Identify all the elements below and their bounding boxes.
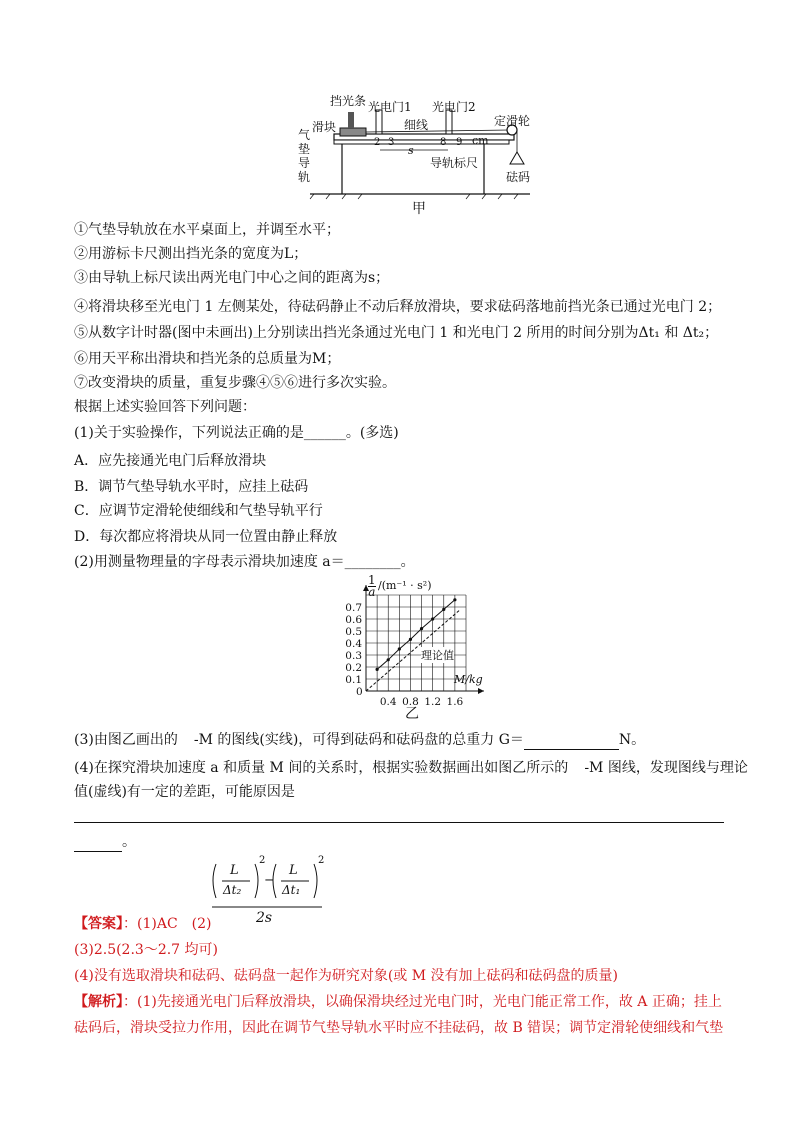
data-point [442,608,445,611]
origin-label: 0 [356,686,363,698]
question-1: (1)关于实验操作，下列说法正确的是______。(多选) [74,425,399,441]
question-4-line3 [74,832,136,852]
y-tick-label: 0.5 [345,626,362,638]
question-2: (2)用测量物理量的字母表示滑块加速度 a＝________。 [74,554,415,570]
x-tick-label: 0.8 [402,696,419,708]
chart-svg [330,575,500,723]
label-unit: cm [472,134,489,147]
formula-L2: L [230,863,239,878]
figure-jia [290,90,550,215]
step-1: ①气垫导轨放在水平桌面上，并调至水平； [74,222,340,238]
formula-dt1: Δt₁ [282,883,301,897]
x-tick-label: 1.2 [424,696,442,708]
q3-text-c: N。 [618,732,646,748]
q3-text-b: -M 的图线(实线)，可得到砝码和砝码盘的总重力 G＝ [193,732,524,748]
answer-label: 【答案】 [74,916,123,932]
formula-exp2: 2 [259,855,266,866]
question-4-line2: 值(虚线)有一定的差距，可能原因是 [74,784,295,800]
intro-text: 根据上述实验回答下列问题： [74,399,256,415]
question-4-line1 [74,758,748,778]
data-point [398,647,401,650]
step-3: ③由导轨上标尺读出两光电门中心之间的距离为s； [74,270,390,286]
ylabel-fraction [368,575,376,598]
x-tick-label: 0.4 [379,696,397,708]
step-7: ⑦改变滑块的质量，重复步骤④⑤⑥进行多次实验。 [74,375,396,391]
question-3 [74,730,645,750]
label-ruler: 导轨标尺 [430,156,479,170]
data-point [387,658,390,661]
label-gate1: 光电门1 [368,100,412,114]
label-shutter: 挡光条 [330,94,367,108]
label-pulley: 定滑轮 [494,114,531,128]
q3-text-a: (3)由图乙画出的 [74,732,178,748]
option-d: D．每次都应将滑块从同一位置由静止释放 [74,529,338,545]
data-point [420,627,423,630]
step-6: ⑥用天平称出滑块和挡光条的总质量为M； [74,351,341,367]
label-string: 细线 [404,118,429,132]
label-gate2: 光电门2 [432,100,476,114]
y-tick-label: 0.6 [345,614,362,626]
formula-minus: − [264,873,275,888]
q4-text-b: -M 图线，发现图线与理论 [584,760,748,776]
ylabel-unit: /(m⁻¹ · s²) [378,579,432,592]
q4-short-blank [74,837,122,852]
figure-caption-jia: 甲 [412,201,426,217]
answer-a1: ：(1)AC (2) [123,916,212,932]
y-tick-label: 0.1 [345,674,362,686]
formula-denominator: 2s [256,910,273,926]
formula-dt2: Δt₂ [223,883,242,897]
label-n8: 8 [440,137,447,148]
answer-line4: (4)没有选取滑块和砝码、砝码盘一起作为研究对象(或 M 没有加上砝码和砝码盘的质量) [74,968,618,984]
ylabel-den: a [368,585,376,599]
formula-L1: L [289,863,298,878]
label-n9: 9 [456,137,463,148]
analysis-line2: 砝码后，滑块受拉力作用，因此在调节气垫导轨水平时应不挂砝码，故 B 错误；调节定滑轮使细线和气垫 [74,1020,724,1036]
q4-end: 。 [122,834,136,850]
x-axis-label: M/kg [454,673,483,686]
data-point [376,668,379,671]
label-track-char: 轨 [298,170,311,184]
label-track-char: 垫 [298,142,311,156]
q4-answer-line [74,822,724,823]
y-tick-label: 0.3 [345,650,362,662]
label-n2: 2 [374,137,381,148]
q3-blank [524,735,619,750]
figure-yi [330,575,500,723]
label-s: s [408,144,414,157]
x-axis-arrow [478,688,484,694]
step-2: ②用游标卡尺测出挡光条的宽度为L； [74,246,308,262]
q4-text-a: (4)在探究滑块加速度 a 和质量 M 间的关系时，根据实验数据画出如图乙所示的 [74,760,569,776]
ylabel-num: 1 [368,573,376,587]
data-point [409,638,412,641]
y-tick-label: 0.2 [345,662,362,674]
label-weight: 砝码 [506,170,531,184]
data-point [453,598,456,601]
answer-line3: (3)2.5(2.3～2.7 均可) [74,942,218,958]
answer-line1 [74,914,211,934]
formula-exp1: 2 [318,855,325,866]
step-4: ④将滑块移至光电门 1 左侧某处，待砝码静止不动后释放滑块，要求砝码落地前挡光条已通过光电门 2； [74,299,722,315]
analysis-line1 [74,992,722,1012]
acceleration-formula [208,855,328,930]
option-c: C．应调节定滑轮使细线和气垫导轨平行 [74,503,323,519]
y-tick-label: 0.4 [345,638,362,650]
analysis-label: 【解析】 [74,994,123,1010]
label-track [298,128,312,184]
label-track-char: 导 [298,156,311,170]
chart-caption: 乙 [405,706,419,722]
y-tick-label: 0.7 [345,602,362,614]
chart-annotation: 理论值 [421,649,454,662]
x-tick-label: 1.6 [446,696,464,708]
label-track-char: 气 [298,128,311,142]
option-a: A．应先接通光电门后释放滑块 [74,453,267,469]
label-slider: 滑块 [312,120,337,134]
label-n3: 3 [388,137,395,148]
apparatus-diagram [290,90,550,215]
data-point [431,617,434,620]
step-5: ⑤从数字计时器(图中未画出)上分别读出挡光条通过光电门 1 和光电门 2 所用的时间分别为Δt₁ 和 Δt₂； [74,325,719,341]
option-b: B．调节气垫导轨水平时，应挂上砝码 [74,479,309,495]
analysis-text1: ：(1)先接通光电门后释放滑块，以确保滑块经过光电门时，光电门能正常工作，故 A 正确；挂上 [123,994,722,1010]
